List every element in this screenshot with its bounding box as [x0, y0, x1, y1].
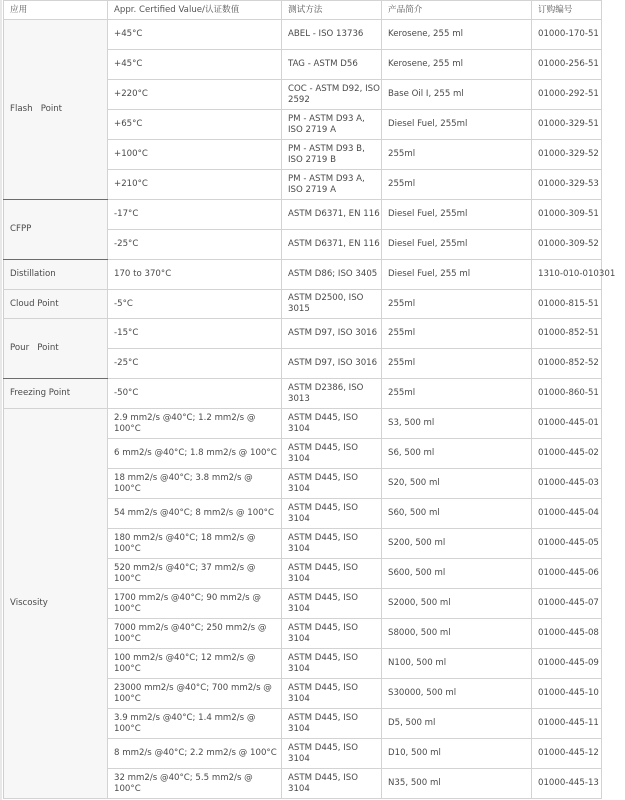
test-method-cell: ASTM D445, ISO 3104: [282, 589, 382, 619]
product-cell: S200, 500 ml: [382, 529, 532, 559]
product-cell: S3, 500 ml: [382, 409, 532, 439]
certified-value-cell: +45°C: [108, 50, 282, 80]
product-cell: S8000, 500 ml: [382, 619, 532, 649]
certified-value-cell: -5°C: [108, 290, 282, 319]
reference-materials-table: [3, 0, 616, 799]
certified-value-cell: 32 mm2/s @40°C; 5.5 mm2/s @ 100°C: [108, 769, 282, 799]
test-method-cell: ASTM D2386, ISO 3013: [282, 379, 382, 409]
product-cell: 255ml: [382, 290, 532, 319]
product-table-sheet: [3, 0, 616, 800]
product-cell: Kerosene, 255 ml: [382, 50, 532, 80]
certified-value-cell: 8 mm2/s @40°C; 2.2 mm2/s @ 100°C: [108, 739, 282, 769]
test-method-cell: ASTM D445, ISO 3104: [282, 499, 382, 529]
test-method-cell: ABEL - ISO 13736: [282, 20, 382, 50]
product-cell: Diesel Fuel, 255 ml: [382, 260, 532, 290]
table-row: [4, 200, 602, 230]
certified-value-cell: -17°C: [108, 200, 282, 230]
product-cell: S20, 500 ml: [382, 469, 532, 499]
order-number-cell: 01000-445-07: [532, 589, 602, 619]
certified-value-cell: -25°C: [108, 349, 282, 379]
table-row: [4, 260, 602, 290]
order-number-cell: 01000-329-53: [532, 170, 602, 200]
certified-value-cell: -25°C: [108, 230, 282, 260]
order-number-cell: 01000-445-02: [532, 439, 602, 469]
test-method-cell: ASTM D86; ISO 3405: [282, 260, 382, 290]
product-cell: D10, 500 ml: [382, 739, 532, 769]
order-number-cell: 01000-445-10: [532, 679, 602, 709]
order-number-cell: 01000-256-51: [532, 50, 602, 80]
test-method-cell: COC - ASTM D92, ISO 2592: [282, 80, 382, 110]
certified-value-cell: 100 mm2/s @40°C; 12 mm2/s @ 100°C: [108, 649, 282, 679]
application-cell: Freezing Point: [4, 379, 108, 409]
test-method-cell: ASTM D445, ISO 3104: [282, 439, 382, 469]
certified-value-cell: 520 mm2/s @40°C; 37 mm2/s @ 100°C: [108, 559, 282, 589]
test-method-cell: PM - ASTM D93 A, ISO 2719 A: [282, 110, 382, 140]
test-method-cell: ASTM D445, ISO 3104: [282, 469, 382, 499]
order-number-cell: 01000-860-51: [532, 379, 602, 409]
left-edge-shade: [0, 0, 2, 800]
product-cell: S600, 500 ml: [382, 559, 532, 589]
certified-value-cell: 180 mm2/s @40°C; 18 mm2/s @ 100°C: [108, 529, 282, 559]
order-number-cell: 01000-445-08: [532, 619, 602, 649]
application-cell: Flash Point: [4, 20, 108, 200]
certified-value-cell: 1700 mm2/s @40°C; 90 mm2/s @ 100°C: [108, 589, 282, 619]
order-number-cell: 1310-010-010301: [532, 260, 602, 290]
product-cell: 255ml: [382, 170, 532, 200]
product-cell: Diesel Fuel, 255ml: [382, 230, 532, 260]
table-row: [4, 319, 602, 349]
table-row: [4, 379, 602, 409]
order-number-cell: 01000-309-51: [532, 200, 602, 230]
table-row: [4, 290, 602, 319]
product-cell: 255ml: [382, 319, 532, 349]
order-number-cell: 01000-445-05: [532, 529, 602, 559]
header-certified-value: Appr. Certified Value/认证数值: [108, 1, 282, 20]
test-method-cell: ASTM D445, ISO 3104: [282, 739, 382, 769]
certified-value-cell: 2.9 mm2/s @40°C; 1.2 mm2/s @ 100°C: [108, 409, 282, 439]
test-method-cell: ASTM D445, ISO 3104: [282, 679, 382, 709]
header-product: 产品简介: [382, 1, 532, 20]
product-cell: S60, 500 ml: [382, 499, 532, 529]
certified-value-cell: 23000 mm2/s @40°C; 700 mm2/s @ 100°C: [108, 679, 282, 709]
test-method-cell: ASTM D6371, EN 116: [282, 230, 382, 260]
order-number-cell: 01000-445-01: [532, 409, 602, 439]
test-method-cell: ASTM D445, ISO 3104: [282, 409, 382, 439]
order-number-cell: 01000-445-11: [532, 709, 602, 739]
header-test-method: 测试方法: [282, 1, 382, 20]
certified-value-cell: 18 mm2/s @40°C; 3.8 mm2/s @ 100°C: [108, 469, 282, 499]
test-method-cell: ASTM D445, ISO 3104: [282, 619, 382, 649]
product-cell: 255ml: [382, 140, 532, 170]
test-method-cell: ASTM D445, ISO 3104: [282, 559, 382, 589]
product-cell: 255ml: [382, 349, 532, 379]
application-cell: Distillation: [4, 260, 108, 290]
order-number-cell: 01000-329-51: [532, 110, 602, 140]
certified-value-cell: 7000 mm2/s @40°C; 250 mm2/s @ 100°C: [108, 619, 282, 649]
product-cell: Diesel Fuel, 255ml: [382, 200, 532, 230]
product-cell: Diesel Fuel, 255ml: [382, 110, 532, 140]
certified-value-cell: +100°C: [108, 140, 282, 170]
product-cell: D5, 500 ml: [382, 709, 532, 739]
application-cell: Pour Point: [4, 319, 108, 379]
order-number-cell: 01000-445-09: [532, 649, 602, 679]
product-cell: S2000, 500 ml: [382, 589, 532, 619]
header-order-number: 订购编号: [532, 1, 602, 20]
table-header-row: [4, 1, 602, 20]
application-cell: Cloud Point: [4, 290, 108, 319]
test-method-cell: TAG - ASTM D56: [282, 50, 382, 80]
test-method-cell: PM - ASTM D93 A, ISO 2719 A: [282, 170, 382, 200]
header-application: 应用: [4, 1, 108, 20]
application-cell: CFPP: [4, 200, 108, 260]
certified-value-cell: +45°C: [108, 20, 282, 50]
test-method-cell: ASTM D97, ISO 3016: [282, 349, 382, 379]
product-cell: N35, 500 ml: [382, 769, 532, 799]
certified-value-cell: -15°C: [108, 319, 282, 349]
order-number-cell: 01000-309-52: [532, 230, 602, 260]
order-number-cell: 01000-815-51: [532, 290, 602, 319]
certified-value-cell: -50°C: [108, 379, 282, 409]
order-number-cell: 01000-292-51: [532, 80, 602, 110]
certified-value-cell: +65°C: [108, 110, 282, 140]
certified-value-cell: 3.9 mm2/s @40°C; 1.4 mm2/s @ 100°C: [108, 709, 282, 739]
test-method-cell: ASTM D97, ISO 3016: [282, 319, 382, 349]
table-row: [4, 409, 602, 439]
order-number-cell: 01000-852-51: [532, 319, 602, 349]
order-number-cell: 01000-852-52: [532, 349, 602, 379]
product-cell: S30000, 500 ml: [382, 679, 532, 709]
product-cell: S6, 500 ml: [382, 439, 532, 469]
order-number-cell: 01000-329-52: [532, 140, 602, 170]
certified-value-cell: 170 to 370°C: [108, 260, 282, 290]
order-number-cell: 01000-445-06: [532, 559, 602, 589]
order-number-cell: 01000-445-12: [532, 739, 602, 769]
test-method-cell: ASTM D445, ISO 3104: [282, 709, 382, 739]
certified-value-cell: 6 mm2/s @40°C; 1.8 mm2/s @ 100°C: [108, 439, 282, 469]
application-cell: Viscosity: [4, 409, 108, 799]
product-cell: Kerosene, 255 ml: [382, 20, 532, 50]
certified-value-cell: 54 mm2/s @40°C; 8 mm2/s @ 100°C: [108, 499, 282, 529]
test-method-cell: ASTM D445, ISO 3104: [282, 529, 382, 559]
table-row: [4, 20, 602, 50]
order-number-cell: 01000-445-13: [532, 769, 602, 799]
product-cell: N100, 500 ml: [382, 649, 532, 679]
table-body: [4, 20, 616, 799]
test-method-cell: ASTM D445, ISO 3104: [282, 769, 382, 799]
certified-value-cell: +220°C: [108, 80, 282, 110]
product-cell: 255ml: [382, 379, 532, 409]
order-number-cell: 01000-445-03: [532, 469, 602, 499]
order-number-cell: 01000-445-04: [532, 499, 602, 529]
test-method-cell: ASTM D6371, EN 116: [282, 200, 382, 230]
product-cell: Base Oil I, 255 ml: [382, 80, 532, 110]
test-method-cell: ASTM D445, ISO 3104: [282, 649, 382, 679]
certified-value-cell: +210°C: [108, 170, 282, 200]
test-method-cell: PM - ASTM D93 B, ISO 2719 B: [282, 140, 382, 170]
order-number-cell: 01000-170-51: [532, 20, 602, 50]
test-method-cell: ASTM D2500, ISO 3015: [282, 290, 382, 319]
